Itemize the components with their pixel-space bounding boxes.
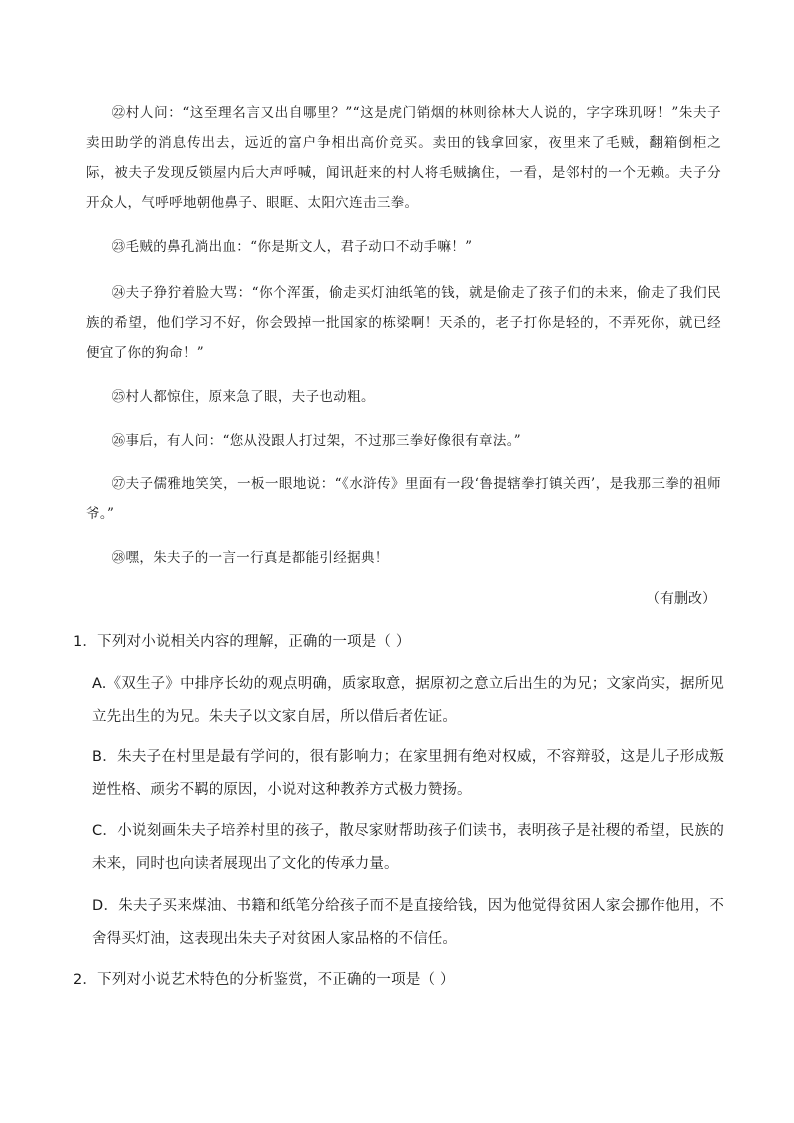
passage-paragraph-23: ㉓毛贼的鼻孔淌出血：“你是斯文人，君子动口不动手嘛！” bbox=[111, 239, 473, 255]
question-1-option-b: B．朱夫子在村里是最有学问的，很有影响力；在家里拥有绝对权威，不容辩驳，这是儿子形成叛逆性格、顽劣不羁的原因，小说对这种教养方式极力赞扬。 bbox=[92, 749, 724, 798]
passage-paragraph-28: ㉘嘿，朱夫子的一言一行真是都能引经据典！ bbox=[111, 550, 389, 566]
passage-paragraph-26: ㉖事后，有人问：“您从没跟人打过架，不过那三拳好像很有章法。” bbox=[111, 433, 522, 449]
passage-paragraph-25: ㉕村人都惊住，原来急了眼，夫子也动粗。 bbox=[111, 389, 375, 405]
question-2-stem: 2．下列对小说艺术特色的分析鉴赏，不正确的一项是（ ） bbox=[73, 972, 455, 988]
question-1-option-a: A.《双生子》中排序长幼的观点明确，质家取意，据原初之意立后出生的为兄；文家尚实，据所见立先出生的为兄。朱夫子以文家自居，所以借后者佐证。 bbox=[92, 676, 724, 725]
passage-paragraph-22: ㉒村人问：“这至理名言又出自哪里？”“这是虎门销烟的林则徐林大人说的，字字珠玑呀！”朱夫子卖田助学的消息传出去，远近的富户争相出高价竞买。卖田的钱拿回家，夜里来了毛贼，翻箱倒柜之际，被夫子发现反锁屋内后大声呼喊，闻讯赶来的村人将毛贼擒住，一看，是邻村的一个无赖。夫子分开众人，气呼呼地朝他鼻子、眼眶、太阳穴连击三拳。 bbox=[86, 105, 721, 211]
question-1-stem: 1．下列对小说相关内容的理解，正确的一项是（ ） bbox=[73, 634, 411, 650]
question-1-option-c: C．小说刻画朱夫子培养村里的孩子，散尽家财帮助孩子们读书，表明孩子是社稷的希望，民族的未来，同时也向读者展现出了文化的传承力量。 bbox=[92, 823, 724, 872]
question-1-option-d: D．朱夫子买来煤油、书籍和纸笔分给孩子而不是直接给钱，因为他觉得贫困人家会挪作他用，不舍得买灯油，这表现出朱夫子对贫困人家品格的不信任。 bbox=[92, 898, 724, 947]
passage-paragraph-24: ㉔夫子狰狞着脸大骂：“你个浑蛋，偷走买灯油纸笔的钱，就是偷走了孩子们的未来，偷走了我们民族的希望，他们学习不好，你会毁掉一批国家的栋梁啊！天杀的，老子打你是轻的，不弄死你，就已经便宜了你的狗命！” bbox=[86, 285, 721, 361]
passage-paragraph-27: ㉗夫子儒雅地笑笑，一板一眼地说：“《水浒传》里面有一段‘鲁提辖拳打镇关西’，是我那三拳的祖师爷。” bbox=[86, 476, 721, 522]
source-note: （有删改） bbox=[646, 591, 716, 607]
